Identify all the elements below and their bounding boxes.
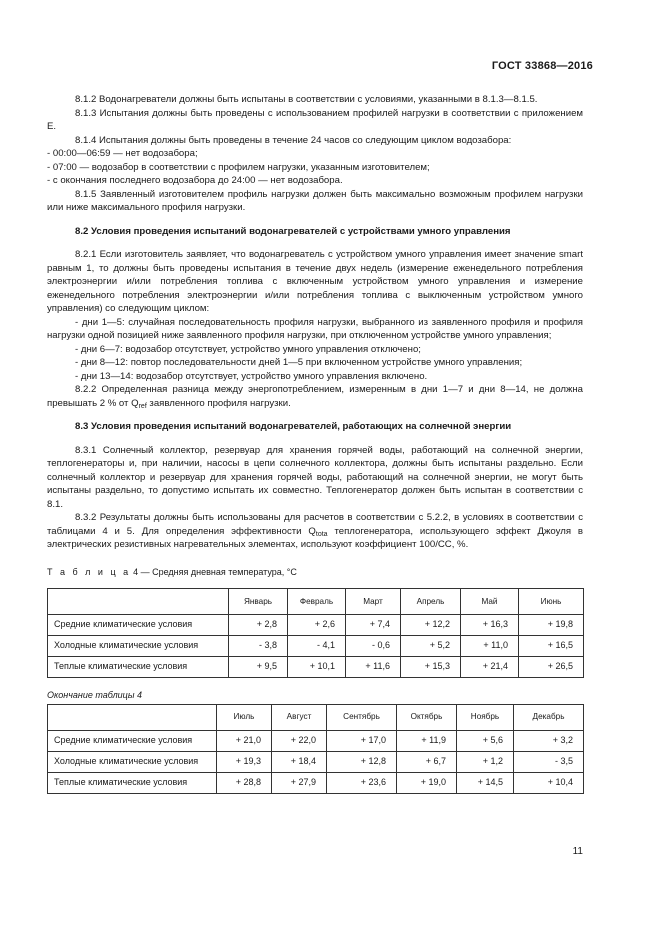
table-row: Холодные климатические условия - 3,8 - 4,1 - 0,6 + 5,2 + 11,0 + 16,5 (48, 636, 584, 657)
section-title-8-3: 8.3 Условия проведения испытаний водонагревателей, работающих на солнечной энергии (75, 421, 512, 432)
list-item: - дни 13—14: водозабор отсутствует, устройство умного управления включено. (75, 370, 428, 382)
paragraph-8-1-2: 8.1.2 Водонагреватели должны быть испытаны в соответствии с условиями, указанными в 8.1.3—8.1.5. (75, 94, 538, 105)
list-item: - дни 1—5: случайная последовательность профиля нагрузки, выбранного из заявленного профиля и профиля нагрузки одной позицией ниже заявленного профиля нагрузки, при отключенном устройстве умного управления; (47, 316, 583, 341)
month-header: Июнь (519, 589, 584, 615)
paragraph-8-1-4: 8.1.4 Испытания должны быть проведены в течение 24 часов со следующим циклом водозабора: (75, 134, 512, 146)
month-header: Январь (229, 589, 288, 615)
month-header: Февраль (288, 589, 346, 615)
table-row: Средние климатические условия + 21,0 + 22,0 + 17,0 + 11,9 + 5,6 + 3,2 (48, 730, 584, 751)
month-header: Май (461, 589, 519, 615)
paragraph-8-3-2: 8.3.2 Результаты должны быть использованы для расчетов в соответствии с 5.2.2, в условиях в соответствии с таблицами 4 и 5. Для определения эффективности $Q_{tota}$ теплогенератора, использующего эффект Джоуля в электрических резистивных нагревательных элементах, используют коэффициент 100/CC, %. (47, 512, 584, 550)
section-title-8-2: 8.2 Условия проведения испытаний водонагревателей с устройствами умного управления (75, 225, 511, 237)
table-corner (48, 589, 229, 615)
table-row: Средние климатические условия + 2,8 + 2,6 + 7,4 + 12,2 + 16,3 + 19,8 (48, 615, 584, 636)
month-header: Ноябрь (457, 704, 514, 730)
page-number: 11 (572, 846, 583, 857)
paragraph-8-2-2: 8.2.2 Определенная разница между энергопотреблением, измеренным в дни 1—7 и дни 8—14, не должна превышать 2 % от $Q_{ref}$ заявленного профиля нагрузки. (47, 384, 583, 410)
month-header: Декабрь (514, 704, 584, 730)
list-item: - с окончания последнего водозабора до 24:00 — нет водозабора. (47, 175, 343, 186)
month-header: Июль (217, 704, 272, 730)
temperature-table-part2 (47, 704, 584, 794)
document-id: ГОСТ 33868—2016 (491, 60, 593, 72)
table-caption: Т а б л и ц а 4 — Средняя дневная температура, °С (47, 566, 297, 577)
page-content (47, 93, 583, 794)
list-item: - дни 6—7: водозабор отсутствует, устройство умного управления отключено; (75, 343, 421, 355)
month-header: Октябрь (397, 704, 457, 730)
table-continuation-caption: Окончание таблицы 4 (47, 690, 142, 700)
month-header: Сентябрь (327, 704, 397, 730)
paragraph-8-3-1: 8.3.1 Солнечный коллектор, резервуар для хранения горячей воды, работающий на солнечной энергии, теплогенераторы и, при наличии, насосы в цепи солнечного коллектора, должны быть испытаны раздельно. Если солнечный коллектор и резервуар для хранения горячей воды, работающий на солнечной энергии, не могут быть испытаны раздельно, то допустимо испытать их совместно. Теплогенератор должен быть испытан в соответствии с 8.1. (47, 444, 583, 510)
list-item: - 07:00 — водозабор в соответствии с профилем нагрузки, указанным изготовителем; (47, 161, 430, 173)
month-header: Август (272, 704, 327, 730)
month-header: Март (346, 589, 401, 615)
table-row: Холодные климатические условия + 19,3 + 18,4 + 12,8 + 6,7 + 1,2 - 3,5 (48, 751, 584, 772)
table-row: Теплые климатические условия + 9,5 + 10,1 + 11,6 + 15,3 + 21,4 + 26,5 (48, 657, 584, 678)
table-row: Теплые климатические условия + 28,8 + 27,9 + 23,6 + 19,0 + 14,5 + 10,4 (48, 772, 584, 793)
list-item: - дни 8—12: повтор последовательности дней 1—5 при включенном устройстве умного управления; (75, 357, 523, 368)
paragraph-8-1-5: 8.1.5 Заявленный изготовителем профиль нагрузки должен быть максимально возможным профилем нагрузки или ниже максимального профиля нагрузки. (47, 188, 583, 213)
paragraph-8-1-3: 8.1.3 Испытания должны быть проведены с использованием профилей нагрузки в соответствии с приложением Е. (47, 107, 583, 132)
paragraph-8-2-1: 8.2.1 Если изготовитель заявляет, что водонагреватель с устройством умного управления имеет значение smart равным 1, то должны быть проведены испытания в течение двух недель (измерение еженедельного потребления электроэнергии и/или потребления топлива с включенным устройством умного управления и измерение еженедельного потребления электроэнергии и/или потребления топлива с выключенным устройством умного управления) со следующим циклом: (47, 249, 583, 314)
temperature-table-part1 (47, 588, 584, 678)
table-corner (48, 704, 217, 730)
month-header: Апрель (401, 589, 461, 615)
list-item: - 00:00—06:59 — нет водозабора; (47, 148, 198, 159)
